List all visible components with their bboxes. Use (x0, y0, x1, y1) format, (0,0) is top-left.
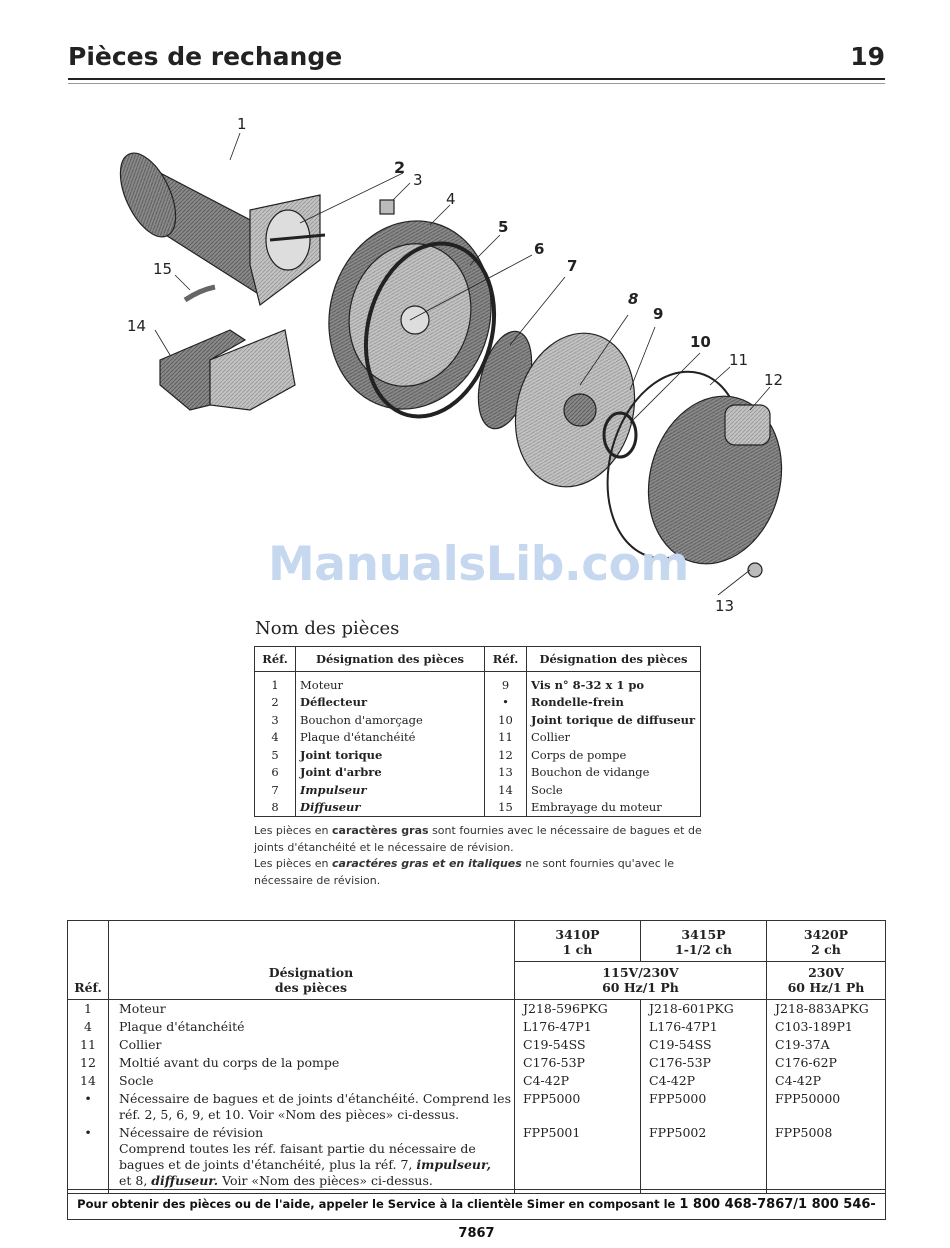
callout-10: 10 (690, 333, 711, 351)
parts-names-title: Nom des pièces (255, 618, 400, 639)
header-designation: Désignation des pièces (296, 647, 485, 672)
part-ref: 11 (485, 729, 527, 747)
replacement-parts-table (67, 920, 886, 1194)
part-ref: 9 (485, 672, 527, 694)
cell-c: J218-883APKG (775, 1001, 869, 1016)
cell-a: FPP5000 (515, 1090, 641, 1124)
cell-c: FPP50000 (775, 1091, 841, 1106)
part-name: Déflecteur (296, 694, 485, 712)
cell-ref: 1 (68, 1000, 109, 1019)
part-ref: 8 (255, 799, 296, 817)
cell-b: FPP5000 (641, 1090, 767, 1124)
part-name: Embrayage du moteur (531, 800, 662, 815)
cell-desc: Collier (109, 1036, 515, 1054)
cell-c: FPP5008 (775, 1125, 833, 1140)
table-row (68, 1018, 886, 1036)
cell-a: L176-47P1 (515, 1018, 641, 1036)
part-name: Corps de pompe (531, 747, 627, 762)
cell-b: J218-601PKG (641, 1000, 767, 1019)
callout-4: 4 (446, 190, 456, 208)
page-number: 19 (850, 42, 885, 71)
callout-2: 2 (394, 158, 406, 177)
cell-a: C19-54SS (515, 1036, 641, 1054)
cell-ref: 12 (68, 1054, 109, 1072)
table-row (255, 746, 701, 764)
part-name: Joint torique (296, 746, 485, 764)
callout-12: 12 (764, 371, 784, 389)
callout-14: 14 (127, 317, 147, 335)
cell-c: C19-37A (775, 1037, 830, 1052)
callout-3: 3 (413, 171, 423, 189)
callout-6: 6 (534, 240, 545, 258)
page-header (68, 40, 885, 80)
cell-desc: Moltié avant du corps de la pompe (109, 1054, 515, 1072)
cell-desc: Nécessaire de révision Comprend toutes les réf. faisant partie du nécessaire de bagues et de joints d'étanchéité, plus la réf. 7, impulseur, et 8, diffuseur. Voir «Nom des pièces» ci-dessus. (109, 1124, 515, 1194)
part-ref: 13 (485, 764, 527, 782)
part-ref: 12 (485, 746, 527, 764)
cell-b: C19-54SS (641, 1036, 767, 1054)
callout-9: 9 (653, 305, 664, 323)
cell-b: L176-47P1 (641, 1018, 767, 1036)
callout-8: 8 (628, 290, 639, 308)
header-rule (68, 83, 885, 84)
part-ref: • (485, 694, 527, 712)
watermark: ManualsLib.com (268, 537, 689, 592)
table-row (68, 1072, 886, 1090)
table-row (68, 1090, 886, 1124)
part-name: Vis n° 8-32 x 1 po (531, 677, 645, 692)
callout-7: 7 (567, 257, 578, 275)
voltage-230-header: 230V 60 Hz/1 Ph (767, 962, 886, 1000)
part-ref: 4 (255, 729, 296, 747)
cell-desc: Plaque d'étanchéité (109, 1018, 515, 1036)
part-ref: 14 (485, 781, 527, 799)
cell-desc: Nécessaire de bagues et de joints d'étanchéité. Comprend les réf. 2, 5, 6, 9, et 10. Voir «Nom des pièces» ci-dessus. (109, 1090, 515, 1124)
part-name: Diffuseur (296, 799, 485, 817)
parts-names-table (254, 646, 701, 817)
cell-desc: Moteur (109, 1000, 515, 1019)
part-ref: 5 (255, 746, 296, 764)
page-title: Pièces de rechange (68, 42, 343, 71)
table-row (255, 729, 701, 747)
cell-c: C103-189P1 (775, 1019, 853, 1034)
table-row (255, 781, 701, 799)
table-row (68, 1054, 886, 1072)
part-name: Rondelle-frein (531, 695, 624, 710)
cell-b: FPP5002 (641, 1124, 767, 1194)
cell-a: J218-596PKG (515, 1000, 641, 1019)
header-designation: Désignation des pièces (527, 647, 701, 672)
part-ref: 1 (255, 672, 296, 694)
model-3420p-header: 3420P 2 ch (767, 921, 886, 962)
cell-ref: • (68, 1090, 109, 1124)
part-name: Collier (531, 730, 571, 745)
part-name: Moteur (296, 672, 485, 694)
table-row (68, 1036, 886, 1054)
cell-ref: 11 (68, 1036, 109, 1054)
cell-a: C4-42P (515, 1072, 641, 1090)
cell-c: C176-62P (775, 1055, 837, 1070)
part-name: Impulseur (296, 781, 485, 799)
table-row (255, 711, 701, 729)
part-ref: 3 (255, 711, 296, 729)
note-bold-italic: Les pièces en caractéres gras et en italiques ne sont fournies qu'avec le nécessaire de révision. (254, 857, 675, 887)
cell-desc: Socle (109, 1072, 515, 1090)
model-3415p-header: 3415P 1-1/2 ch (641, 921, 767, 962)
part-ref: 2 (255, 694, 296, 712)
table-row (68, 1000, 886, 1019)
part-ref: 6 (255, 764, 296, 782)
part-name: Bouchon de vidange (531, 765, 650, 780)
cell-c: C4-42P (775, 1073, 822, 1088)
part-name: Joint d'arbre (296, 764, 485, 782)
callout-1: 1 (237, 115, 247, 133)
ref-header: Réf. (68, 921, 109, 1000)
part-ref: 15 (485, 799, 527, 817)
voltage-115-230-header: 115V/230V 60 Hz/1 Ph (515, 962, 767, 1000)
part-name: Socle (531, 782, 563, 797)
cell-b: C176-53P (641, 1054, 767, 1072)
table-row (255, 672, 701, 694)
cell-a: C176-53P (515, 1054, 641, 1072)
customer-service-footer: Pour obtenir des pièces ou de l'aide, appeler le Service à la clientèle Simer en composant le 1 800 468-7867/1 800 546-7867 (67, 1189, 886, 1220)
designation-header: Désignation des pièces (109, 921, 515, 1000)
callout-15: 15 (153, 260, 173, 278)
cell-ref: 4 (68, 1018, 109, 1036)
callout-11: 11 (729, 351, 749, 369)
note-bold: Les pièces en caractères gras sont fournies avec le nécessaire de bagues et de joints d'étanchéité et le nécessaire de révision. (254, 824, 702, 854)
table-row (255, 799, 701, 817)
header-ref: Réf. (485, 647, 527, 672)
cell-a: FPP5001 (515, 1124, 641, 1194)
callout-5: 5 (498, 218, 509, 236)
table-row (68, 1124, 886, 1194)
table-row (255, 764, 701, 782)
cell-b: C4-42P (641, 1072, 767, 1090)
part-name: Bouchon d'amorçage (296, 711, 485, 729)
part-name: Joint torique de diffuseur (531, 712, 696, 727)
header-ref: Réf. (255, 647, 296, 672)
callout-13: 13 (715, 597, 735, 615)
cell-ref: • (68, 1124, 109, 1194)
cell-ref: 14 (68, 1072, 109, 1090)
table-row (255, 694, 701, 712)
part-ref: 10 (485, 711, 527, 729)
part-name: Plaque d'étanchéité (296, 729, 485, 747)
part-ref: 7 (255, 781, 296, 799)
parts-notes (254, 823, 704, 889)
table-header-row (255, 647, 701, 672)
model-3410p-header: 3410P 1 ch (515, 921, 641, 962)
